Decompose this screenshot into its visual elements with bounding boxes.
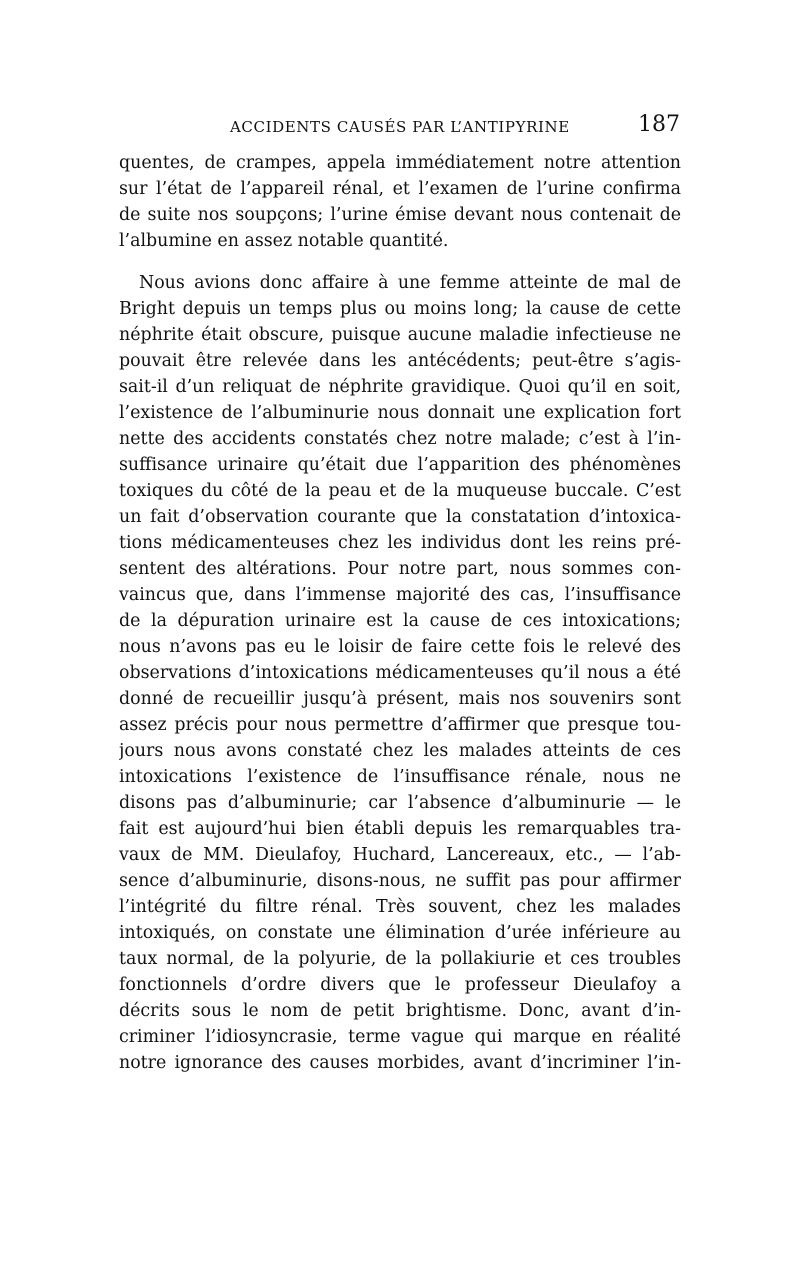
text-line: décrits sous le nom de petit brightisme. Donc, avant d’in- xyxy=(119,1001,681,1021)
text-line: fonctionnels d’ordre divers que le professeur Dieulafoy a xyxy=(119,975,681,995)
text-line: intoxications l’existence de l’insuffisance rénale, nous ne xyxy=(119,767,681,787)
text-line: sur l’état de l’appareil rénal, et l’examen de l’urine confirma xyxy=(119,179,681,199)
body-text xyxy=(119,150,681,1076)
text-line: intoxiqués, on constate une élimination d’urée inférieure au xyxy=(119,923,681,943)
text-line: assez précis pour nous permettre d’affirmer que presque tou- xyxy=(119,715,681,735)
text-line: l’intégrité du filtre rénal. Très souvent, chez les malades xyxy=(119,897,681,917)
page-number: 187 xyxy=(638,112,680,137)
text-line: vaincus que, dans l’immense majorité des cas, l’insuffisance xyxy=(119,585,681,605)
text-line: donné de recueillir jusqu’à présent, mais nos souvenirs sont xyxy=(119,689,681,709)
text-line: de suite nos soupçons; l’urine émise devant nous contenait de xyxy=(119,205,681,225)
text-line: disons pas d’albuminurie; car l’absence d’albuminurie — le xyxy=(119,793,681,813)
page-header xyxy=(120,112,680,142)
text-line: Nous avions donc affaire à une femme atteinte de mal de xyxy=(139,273,681,293)
text-line: taux normal, de la polyurie, de la pollakiurie et ces troubles xyxy=(119,949,681,969)
text-line: l’existence de l’albuminurie nous donnait une explication fort xyxy=(119,403,681,423)
text-line: suffisance urinaire qu’était due l’apparition des phénomènes xyxy=(119,455,681,475)
text-line: tions médicamenteuses chez les individus dont les reins pré- xyxy=(119,533,681,553)
text-line: quentes, de crampes, appela immédiatement notre attention xyxy=(119,153,681,173)
text-line: Bright depuis un temps plus ou moins long; la cause de cette xyxy=(119,299,681,319)
text-line: néphrite était obscure, puisque aucune maladie infectieuse ne xyxy=(119,325,681,345)
text-line: un fait d’observation courante que la constatation d’intoxica- xyxy=(119,507,681,527)
text-line: observations d’intoxications médicamenteuses qu’il nous a été xyxy=(119,663,681,683)
text-line: vaux de MM. Dieulafoy, Huchard, Lancereaux, etc., — l’ab- xyxy=(119,845,681,865)
text-line: criminer l’idiosyncrasie, terme vague qui marque en réalité xyxy=(119,1027,681,1047)
text-line: nette des accidents constatés chez notre malade; c’est à l’in- xyxy=(119,429,681,449)
text-line: toxiques du côté de la peau et de la muqueuse buccale. C’est xyxy=(119,481,681,501)
text-line: sait-il d’un reliquat de néphrite gravidique. Quoi qu’il en soit, xyxy=(119,377,681,397)
text-line: fait est aujourd’hui bien établi depuis les remarquables tra- xyxy=(119,819,681,839)
text-line: sentent des altérations. Pour notre part, nous sommes con- xyxy=(119,559,681,579)
text-line: notre ignorance des causes morbides, avant d’incriminer l’in- xyxy=(119,1053,681,1073)
text-line: sence d’albuminurie, disons-nous, ne suffit pas pour affirmer xyxy=(119,871,681,891)
text-line: nous n’avons pas eu le loisir de faire cette fois le relevé des xyxy=(119,637,681,657)
text-line: de la dépuration urinaire est la cause de ces intoxications; xyxy=(119,611,681,631)
text-line: l’albumine en assez notable quantité. xyxy=(119,231,449,251)
paragraph-gap xyxy=(119,254,681,270)
text-line: jours nous avons constaté chez les malades atteints de ces xyxy=(119,741,681,761)
running-title: ACCIDENTS CAUSÉS PAR L’ANTIPYRINE xyxy=(230,118,570,136)
text-line: pouvait être relevée dans les antécédents; peut-être s’agis- xyxy=(119,351,681,371)
